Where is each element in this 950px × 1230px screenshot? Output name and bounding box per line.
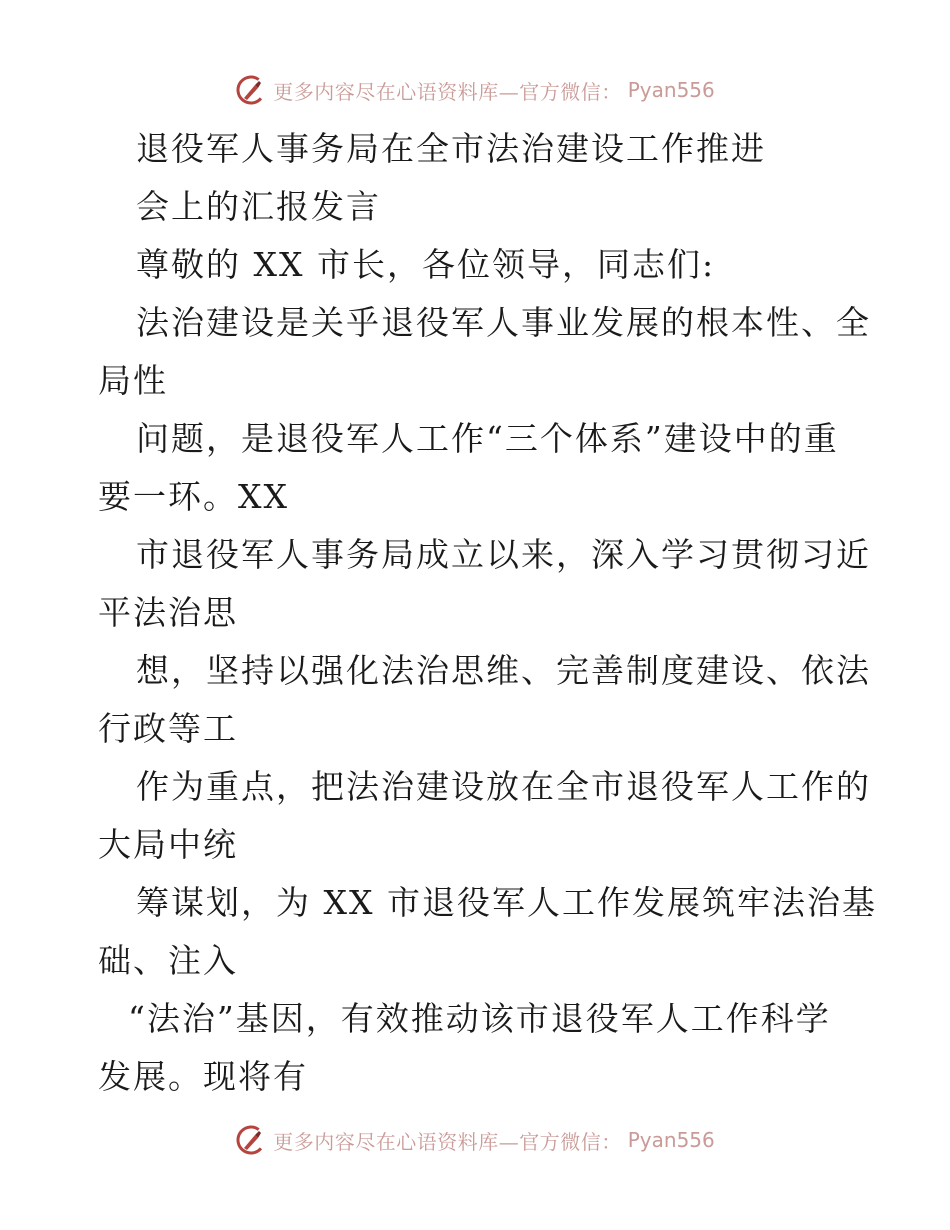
body-line: 想，坚持以强化法治思维、完善制度建设、依法 — [136, 651, 871, 690]
body-line: 问题，是退役军人工作“三个体系”建设中的重 — [136, 419, 839, 458]
pen-logo-icon — [235, 1124, 267, 1156]
header-watermark — [0, 70, 950, 110]
title-line-2: 会上的汇报发言 — [136, 187, 381, 226]
body-line: 筹谋划，为 XX 市退役军人工作发展筑牢法治基 — [136, 883, 877, 922]
body-line: 发展。现将有 — [98, 1057, 308, 1096]
body-line: 市退役军人事务局成立以来，深入学习贯彻习近 — [136, 535, 871, 574]
document-body — [98, 120, 877, 1106]
pen-logo-icon — [235, 74, 267, 106]
watermark-handle: Pyan556 — [627, 78, 715, 102]
body-line: 大局中统 — [98, 825, 238, 864]
footer-watermark — [0, 1120, 950, 1160]
body-line: 平法治思 — [98, 593, 238, 632]
body-line: 础、注入 — [98, 941, 238, 980]
watermark-text: 更多内容尽在心语资料库—官方微信： — [273, 1129, 622, 1154]
watermark-text: 更多内容尽在心语资料库—官方微信： — [273, 79, 622, 104]
body-line: 行政等工 — [98, 709, 238, 748]
title-line-1: 退役军人事务局在全市法治建设工作推进 — [136, 129, 766, 168]
watermark-handle: Pyan556 — [627, 1128, 715, 1152]
body-line: 局性 — [98, 361, 168, 400]
body-line: 作为重点，把法治建设放在全市退役军人工作的 — [136, 767, 871, 806]
salutation: 尊敬的 XX 市长，各位领导，同志们: — [136, 245, 716, 284]
body-line: 法治建设是关乎退役军人事业发展的根本性、全 — [136, 303, 871, 342]
body-line: 要一环。XX — [98, 477, 289, 516]
body-line: “法治”基因，有效推动该市退役军人工作科学 — [128, 999, 831, 1038]
